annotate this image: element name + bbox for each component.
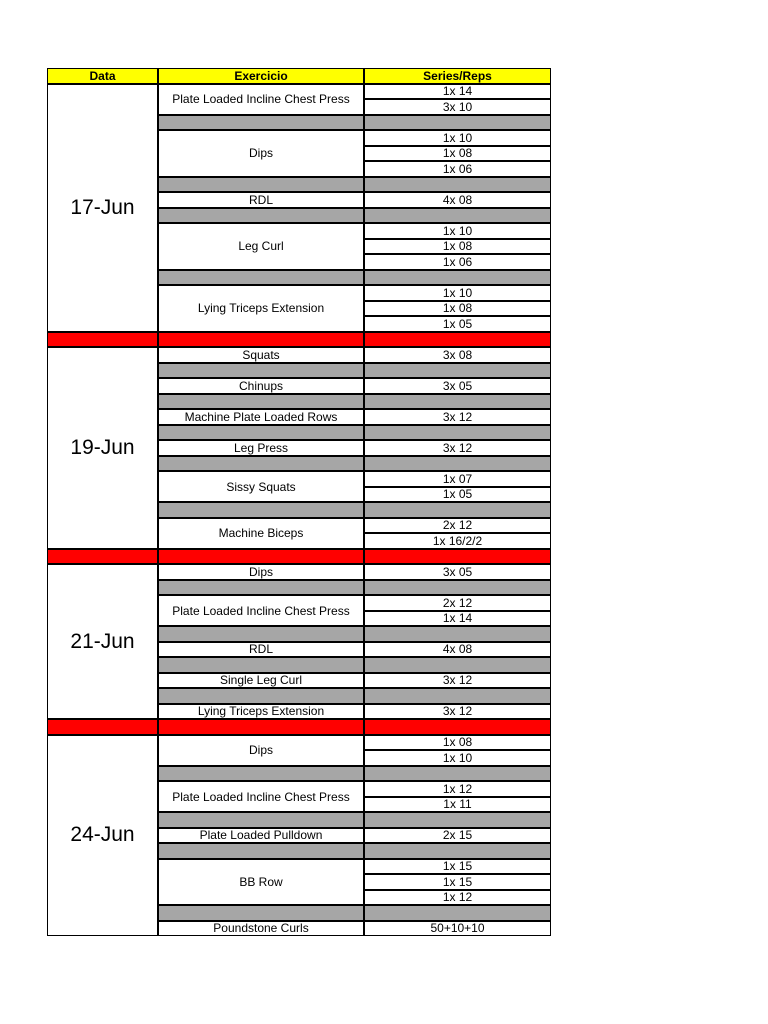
exercise-name: Sissy Squats bbox=[158, 471, 364, 502]
day-divider-row bbox=[47, 719, 551, 735]
exercise-name: Machine Plate Loaded Rows bbox=[158, 409, 364, 425]
exercise-name: Dips bbox=[158, 564, 364, 580]
set-value: 2x 15 bbox=[364, 828, 551, 844]
exercise-name: Leg Press bbox=[158, 440, 364, 456]
exercise-name: Single Leg Curl bbox=[158, 673, 364, 689]
day-block bbox=[47, 84, 551, 332]
set-value: 4x 08 bbox=[364, 192, 551, 208]
set-value: 1x 16/2/2 bbox=[364, 533, 551, 549]
exercise-name: RDL bbox=[158, 642, 364, 658]
day-date: 17-Jun bbox=[47, 84, 158, 332]
set-value: 3x 12 bbox=[364, 440, 551, 456]
set-value: 3x 08 bbox=[364, 347, 551, 363]
set-value: 1x 08 bbox=[364, 146, 551, 162]
day-block bbox=[47, 564, 551, 719]
day-date: 21-Jun bbox=[47, 564, 158, 719]
set-value: 3x 10 bbox=[364, 99, 551, 115]
day-date: 24-Jun bbox=[47, 735, 158, 937]
set-value: 1x 08 bbox=[364, 301, 551, 317]
exercise-name: Dips bbox=[158, 735, 364, 766]
header-date: Data bbox=[47, 68, 158, 84]
day-divider-row bbox=[47, 549, 551, 565]
exercise-name: Machine Biceps bbox=[158, 518, 364, 549]
set-value: 3x 12 bbox=[364, 673, 551, 689]
set-value: 1x 10 bbox=[364, 285, 551, 301]
set-value: 4x 08 bbox=[364, 642, 551, 658]
set-value: 1x 12 bbox=[364, 781, 551, 797]
set-value: 3x 05 bbox=[364, 564, 551, 580]
set-value: 1x 10 bbox=[364, 223, 551, 239]
set-value: 1x 07 bbox=[364, 471, 551, 487]
set-value: 2x 12 bbox=[364, 518, 551, 534]
set-value: 1x 11 bbox=[364, 797, 551, 813]
set-value: 1x 14 bbox=[364, 611, 551, 627]
exercise-name: Plate Loaded Incline Chest Press bbox=[158, 84, 364, 115]
set-value: 3x 12 bbox=[364, 409, 551, 425]
day-divider-row bbox=[47, 332, 551, 348]
set-value: 1x 06 bbox=[364, 161, 551, 177]
days-container bbox=[47, 84, 551, 937]
exercise-name: Plate Loaded Incline Chest Press bbox=[158, 595, 364, 626]
set-value: 1x 14 bbox=[364, 84, 551, 100]
exercise-name: Lying Triceps Extension bbox=[158, 704, 364, 720]
set-value: 1x 05 bbox=[364, 316, 551, 332]
set-value: 3x 12 bbox=[364, 704, 551, 720]
header-exercise: Exercicio bbox=[158, 68, 364, 84]
set-value: 1x 12 bbox=[364, 890, 551, 906]
exercise-name: Lying Triceps Extension bbox=[158, 285, 364, 332]
exercise-name: Plate Loaded Incline Chest Press bbox=[158, 781, 364, 812]
day-date: 19-Jun bbox=[47, 347, 158, 549]
set-value: 2x 12 bbox=[364, 595, 551, 611]
exercise-name: Dips bbox=[158, 130, 364, 177]
exercise-name: Chinups bbox=[158, 378, 364, 394]
workout-sheet bbox=[47, 68, 551, 936]
set-value: 1x 05 bbox=[364, 487, 551, 503]
set-value: 1x 15 bbox=[364, 874, 551, 890]
set-value: 1x 08 bbox=[364, 239, 551, 255]
header-series: Series/Reps bbox=[364, 68, 551, 84]
set-value: 1x 10 bbox=[364, 750, 551, 766]
exercise-name: RDL bbox=[158, 192, 364, 208]
exercise-name: BB Row bbox=[158, 859, 364, 906]
header-row bbox=[47, 68, 551, 84]
set-value: 1x 08 bbox=[364, 735, 551, 751]
day-block bbox=[47, 347, 551, 549]
day-block bbox=[47, 735, 551, 937]
set-value: 1x 15 bbox=[364, 859, 551, 875]
set-value: 1x 10 bbox=[364, 130, 551, 146]
exercise-name: Squats bbox=[158, 347, 364, 363]
exercise-name: Plate Loaded Pulldown bbox=[158, 828, 364, 844]
exercise-name: Leg Curl bbox=[158, 223, 364, 270]
exercise-name: Poundstone Curls bbox=[158, 921, 364, 937]
set-value: 50+10+10 bbox=[364, 921, 551, 937]
set-value: 3x 05 bbox=[364, 378, 551, 394]
set-value: 1x 06 bbox=[364, 254, 551, 270]
